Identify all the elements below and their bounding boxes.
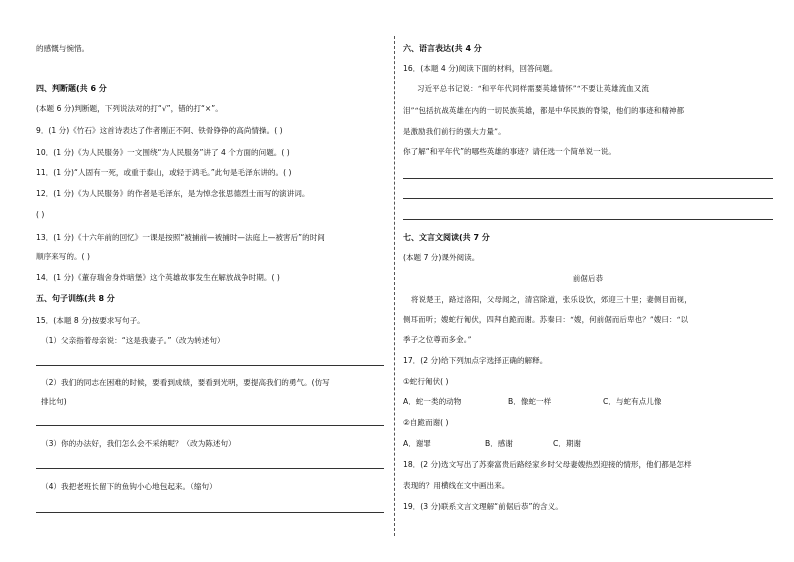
- sentence-item-2-cont: 排比句): [41, 397, 67, 406]
- answer-line-1[interactable]: [36, 365, 384, 366]
- answer-line-16a[interactable]: [403, 178, 773, 179]
- question-18: 18．(2 分)选文写出了苏秦富贵后路经家乡时父母妻嫂热烈迎接的情形，他们都是怎样: [403, 460, 692, 469]
- question-16-prompt: 你了解“和平年代”的哪些英雄的事迹？请任选一个简单说一说。: [403, 147, 616, 156]
- question-12-answer: ( ): [36, 210, 45, 219]
- question-19: 19．(3 分)联系文言文理解“前倨后恭”的含义。: [403, 502, 563, 511]
- option-17b-A[interactable]: A．谢罪: [403, 439, 431, 448]
- continuation-text: 的感慨与惋惜。: [36, 44, 90, 53]
- question-14: 14．(1 分)《董存瑞舍身炸暗堡》这个英雄故事发生在解放战争时期。( ): [36, 273, 280, 282]
- option-17b-B[interactable]: B．感谢: [485, 439, 513, 448]
- question-13-cont: 顺序来写的。( ): [36, 252, 90, 261]
- question-10: 10．(1 分)《为人民服务》一文围绕“为人民服务”讲了 4 个方面的问题。( ): [36, 148, 290, 157]
- question-17: 17．(2 分)给下列加点字选择正确的解释。: [403, 356, 548, 365]
- question-16-instruction: 16．(本题 4 分)阅读下面的材料，回答问题。: [403, 64, 558, 73]
- question-13: 13．(1 分)《十六年前的回忆》一课是按照“被捕前—被捕时—法庭上—被害后”的时间: [36, 233, 325, 242]
- passage-line-1: 将说楚王，路过洛阳，父母闻之，清宫除道，张乐设饮，郊迎三十里；妻侧目而视，: [411, 295, 692, 304]
- question-17-a: ①蛇行匍伏( ): [403, 377, 449, 386]
- judge-instruction: (本题 6 分)判断题，下列说法对的打“√”，错的打“×”。: [36, 104, 223, 113]
- answer-line-16b[interactable]: [403, 198, 773, 199]
- option-17a-A[interactable]: A．蛇一类的动物: [403, 397, 462, 406]
- section-sentence-title: 五、句子训练(共 8 分: [36, 294, 115, 303]
- passage-title: 前倨后恭: [572, 274, 604, 283]
- answer-line-2[interactable]: [36, 425, 384, 426]
- sentence-item-3: （3）你的办法好，我们怎么会不采纳呢？（改为陈述句）: [41, 439, 236, 448]
- question-17-b: ②自跪而谢( ): [403, 418, 449, 427]
- question-9: 9．(1 分)《竹石》这首诗表达了作者刚正不阿、铁骨铮铮的高尚情操。( ): [36, 126, 283, 135]
- question-11: 11．(1 分)“人固有一死，或重于泰山，或轻于鸿毛。”此句是毛泽东讲的。( ): [36, 168, 292, 177]
- section-judge-title: 四、判断题(共 6 分: [36, 84, 107, 93]
- sentence-item-1: （1）父亲指着母亲说：“这是我妻子。”（改为转述句）: [41, 336, 225, 345]
- column-divider: [394, 36, 395, 536]
- sentence-item-2: （2）我们的同志在困难的时候，要看到成绩，要看到光明，要提高我们的勇气。(仿写: [41, 378, 330, 387]
- answer-line-16c[interactable]: [403, 219, 773, 220]
- question-18-cont: 表现的？用横线在文中画出来。: [403, 481, 510, 490]
- material-line-1: 习近平总书记说：“和平年代同样需要英雄情怀”“不要让英雄流血又流: [417, 84, 650, 93]
- option-17b-C[interactable]: C．期谢: [553, 439, 582, 448]
- answer-line-4[interactable]: [36, 512, 384, 513]
- question-12: 12．(1 分)《为人民服务》的作者是毛泽东，是为悼念张思德烈士而写的演讲词。: [36, 189, 310, 198]
- answer-line-3[interactable]: [36, 468, 384, 469]
- option-17a-B[interactable]: B．像蛇一样: [508, 397, 552, 406]
- section-language-title: 六、语言表达(共 4 分: [403, 44, 482, 53]
- material-line-2: 泪”“包括抗战英雄在内的一切民族英雄，都是中华民族的脊梁，他们的事迹和精神都: [403, 106, 685, 115]
- section-classical-title: 七、文言文阅读(共 7 分: [403, 233, 490, 242]
- material-line-3: 是激励我们前行的强大力量”。: [403, 127, 506, 136]
- passage-line-2: 侧耳而听；嫂蛇行匍伏，四拜自跪而谢。苏秦曰：“嫂，何前倨而后卑也？”嫂曰：“以: [403, 315, 689, 324]
- option-17a-C[interactable]: C．与蛇有点儿像: [603, 397, 662, 406]
- sentence-item-4: （4）我把老班长留下的鱼钩小心地包起来。（缩句）: [41, 482, 217, 491]
- question-15-instruction: 15．(本题 8 分)按要求写句子。: [36, 316, 145, 325]
- passage-line-3: 季子之位尊而多金。”: [403, 335, 472, 344]
- classical-instruction: (本题 7 分)课外阅读。: [403, 253, 480, 262]
